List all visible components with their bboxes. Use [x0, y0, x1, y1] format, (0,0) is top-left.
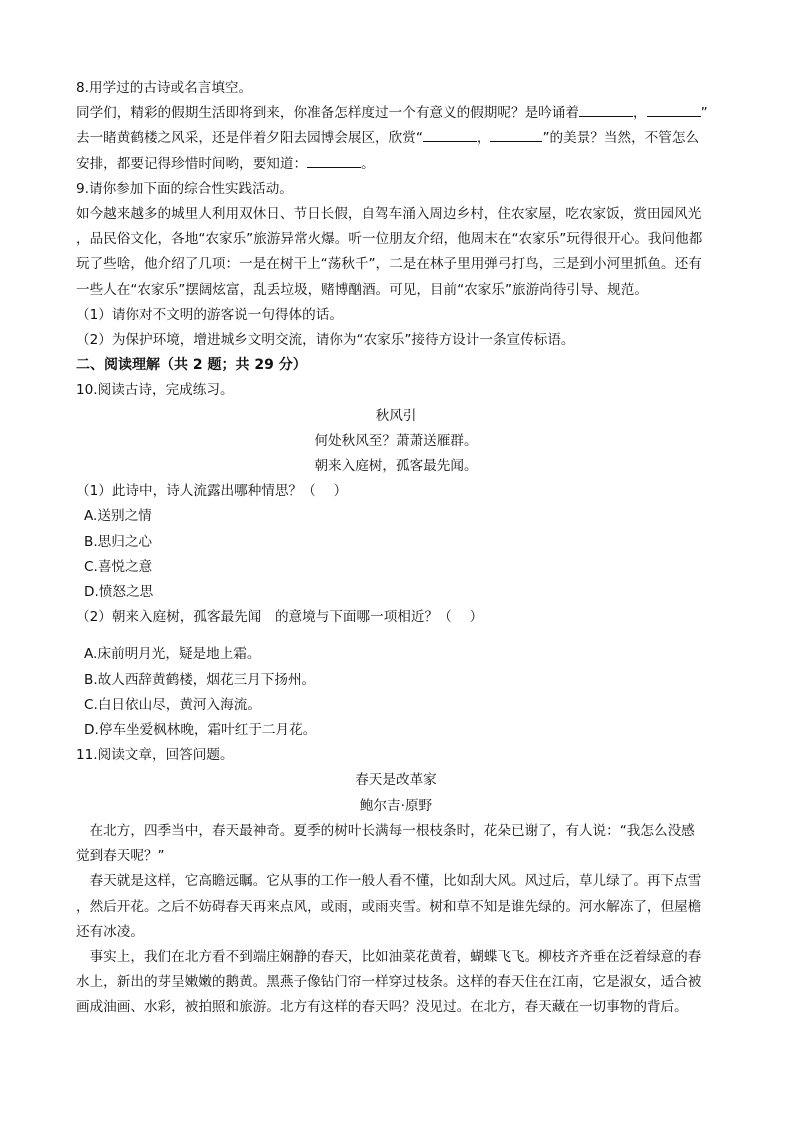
q8-line-2 — [76, 126, 716, 151]
article-line: 在北方，四季当中，春天最神奇。夏季的树叶长满每一根枝条时，花朵已谢了，有人说：“我怎么没感 — [89, 822, 695, 839]
q9-paragraph-line: 如今越来越多的城里人利用双休日、节日长假，自驾车涌入周边乡村，住农家屋，吃农家饭，赏田园风光 — [76, 206, 702, 223]
answer-blank[interactable] — [579, 102, 633, 117]
article-line: 春天就是这样，它高瞻远瞩。它从事的工作一般人看不懂，比如刮大风。风过后，草儿绿了。再下点雪 — [89, 873, 702, 890]
article-line: 觉到春天呢？” — [76, 848, 165, 865]
q9-subquestion-1: （1）请你对不文明的游客说一句得体的话。 — [76, 306, 343, 323]
poem-title: 秋风引 — [375, 407, 417, 424]
option-b[interactable]: B.故人西辞黄鹤楼，烟花三月下扬州。 — [84, 671, 316, 688]
q8-quote-mark: ” — [700, 105, 708, 122]
article-author: 鲍尔吉·原野 — [359, 797, 433, 814]
q9-title: 9.请你参加下面的综合性实践活动。 — [76, 180, 293, 197]
article-line: 还有冰凌。 — [76, 923, 144, 940]
option-a[interactable]: A.床前明月光，疑是地上霜。 — [84, 646, 261, 663]
q8-separator: ， — [476, 130, 491, 147]
q9-subquestion-2: （2）为保护环境，增进城乡文明交流，请你为“农家乐”接待方设计一条宣传标语。 — [76, 332, 575, 349]
q10-title: 10.阅读古诗，完成练习。 — [76, 382, 234, 399]
q8-text: 安排，都要记得珍惜时间哟，要知道： — [76, 155, 308, 172]
q8-separator: ， — [632, 105, 647, 122]
q8-text: ”的美景？当然，不管怎么 — [542, 130, 700, 147]
answer-blank[interactable] — [423, 127, 477, 142]
section-heading: 二、阅读理解（共 2 题；共 29 分） — [76, 357, 307, 374]
q9-paragraph-line: ，品民俗文化，各地“农家乐”旅游异常火爆。听一位朋友介绍，他周末在“农家乐”玩得很开心。我问他都 — [76, 231, 703, 248]
option-a[interactable]: A.送别之情 — [84, 508, 152, 525]
q8-title: 8.用学过的古诗或名言填空。 — [76, 80, 253, 96]
option-c[interactable]: C.喜悦之意 — [84, 558, 153, 575]
poem-line: 何处秋风至？萧萧送雁群。 — [314, 432, 478, 449]
q8-line-3 — [76, 152, 716, 177]
poem-line: 朝来入庭树，孤客最先闻。 — [314, 458, 478, 475]
article-line: 画成油画、水彩，被拍照和旅游。北方有这样的春天吗？没见过。在北方，春天藏在一切事物的背后。 — [76, 999, 688, 1016]
article-title: 春天是改革家 — [355, 772, 437, 789]
option-b[interactable]: B.思归之心 — [84, 533, 153, 550]
article-line: 事实上，我们在北方看不到端庄娴静的春天，比如油菜花黄着，蝴蝶飞飞。柳枝齐齐垂在泛着绿意的春 — [89, 948, 702, 965]
option-d[interactable]: D.停车坐爱枫林晚，霜叶红于二月花。 — [84, 722, 317, 739]
option-c[interactable]: C.白日依山尽，黄河入海流。 — [84, 696, 261, 713]
answer-blank[interactable] — [307, 153, 361, 168]
q8-text: 去一睹黄鹤楼之风采，还是伴着夕阳去园博会展区，欣赏“ — [76, 130, 423, 147]
q8-text: 同学们，精彩的假期生活即将到来，你准备怎样度过一个有意义的假期呢？是吟诵着 — [76, 105, 579, 122]
q11-title: 11.阅读文章，回答问题。 — [76, 747, 234, 764]
q8-period: 。 — [361, 155, 375, 172]
spacer — [76, 630, 716, 642]
q10-subquestion-1: （1）此诗中，诗人流露出哪种情思？（ ） — [76, 483, 348, 500]
q9-paragraph-line: 一些人在“农家乐”摆阔炫富，乱丢垃圾，赌博酗酒。可见，目前“农家乐”旅游尚待引导、规范。 — [76, 281, 648, 298]
article-line: ，然后开花。之后不妨碍春天再来点风，或雨，或雨夹雪。树和草不知是谁先绿的。河水解冻了，但屋檐 — [76, 898, 702, 915]
page-content — [76, 76, 716, 1021]
q8-line-1 — [76, 101, 716, 126]
q10-subquestion-2: （2）朝来入庭树，孤客最先闻 的意境与下面哪一项相近？（ ） — [76, 609, 484, 626]
q9-paragraph-line: 玩了些啥，他介绍了几项：一是在树干上“荡秋千”，二是在林子里用弹弓打鸟，三是到小河里抓鱼。还有 — [76, 256, 702, 273]
option-d[interactable]: D.愤怒之思 — [84, 584, 154, 601]
answer-blank[interactable] — [490, 127, 542, 142]
article-line: 水上，新出的芽呈嫩嫩的鹅黄。黑燕子像钻门帘一样穿过枝条。这样的春天住在江南，它是淑女，适合被 — [76, 974, 702, 991]
answer-blank[interactable] — [647, 102, 701, 117]
